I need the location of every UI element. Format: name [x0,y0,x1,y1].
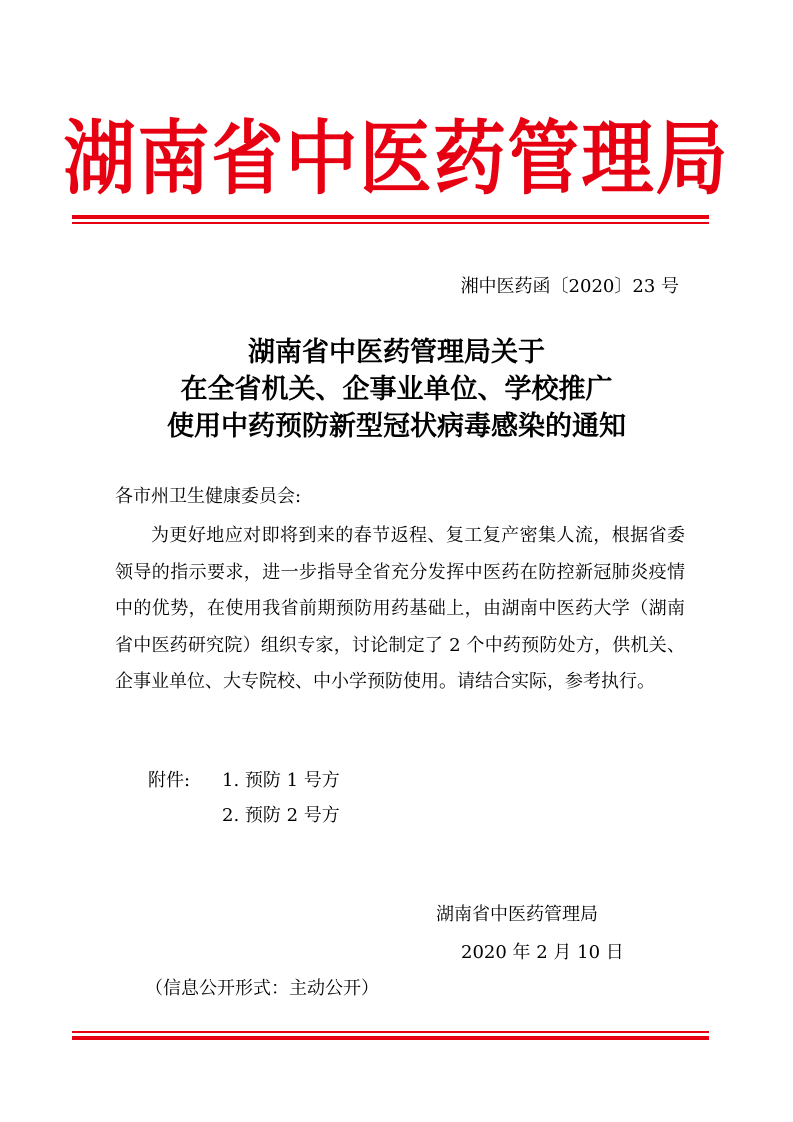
body-paragraph: 为更好地应对即将到来的春节返程、复工复产密集人流，根据省委领导的指示要求，进一步指导全省充分发挥中医药在防控新冠肺炎疫情中的优势，在使用我省前期预防用药基础上，由湖南中医药大学（湖南省中医药研究院）组织专家，讨论制定了 2 个中药预防处方，供机关、企事业单位、大专院校、中小学预防使用。请结合实际，参考执行。 [115,525,685,692]
document-number: 湘中医药函〔2020〕23 号 [460,276,679,297]
disclosure-note: （信息公开形式：主动公开） [145,978,379,999]
notice-title [0,334,793,445]
attachment-item: 2. 预防 2 号方 [222,805,340,826]
title-line-3: 使用中药预防新型冠状病毒感染的通知 [167,411,626,442]
title-line-1: 湖南省中医药管理局关于 [248,337,545,368]
title-line-2: 在全省机关、企事业单位、学校推广 [180,374,613,405]
footer-divider-thick [72,1036,709,1040]
masthead-title: 湖南省中医药管理局 [63,111,730,206]
header-divider-thick [72,215,709,219]
attachment-item: 1. 预防 1 号方 [222,770,340,791]
signature-organization: 湖南省中医药管理局 [436,904,598,925]
attachments-label: 附件: [148,770,191,791]
header-divider-thin [72,222,709,224]
footer-divider-thin [72,1031,709,1033]
salutation: 各市州卫生健康委员会: [115,486,302,507]
signature-date: 2020 年 2 月 10 日 [461,942,624,963]
